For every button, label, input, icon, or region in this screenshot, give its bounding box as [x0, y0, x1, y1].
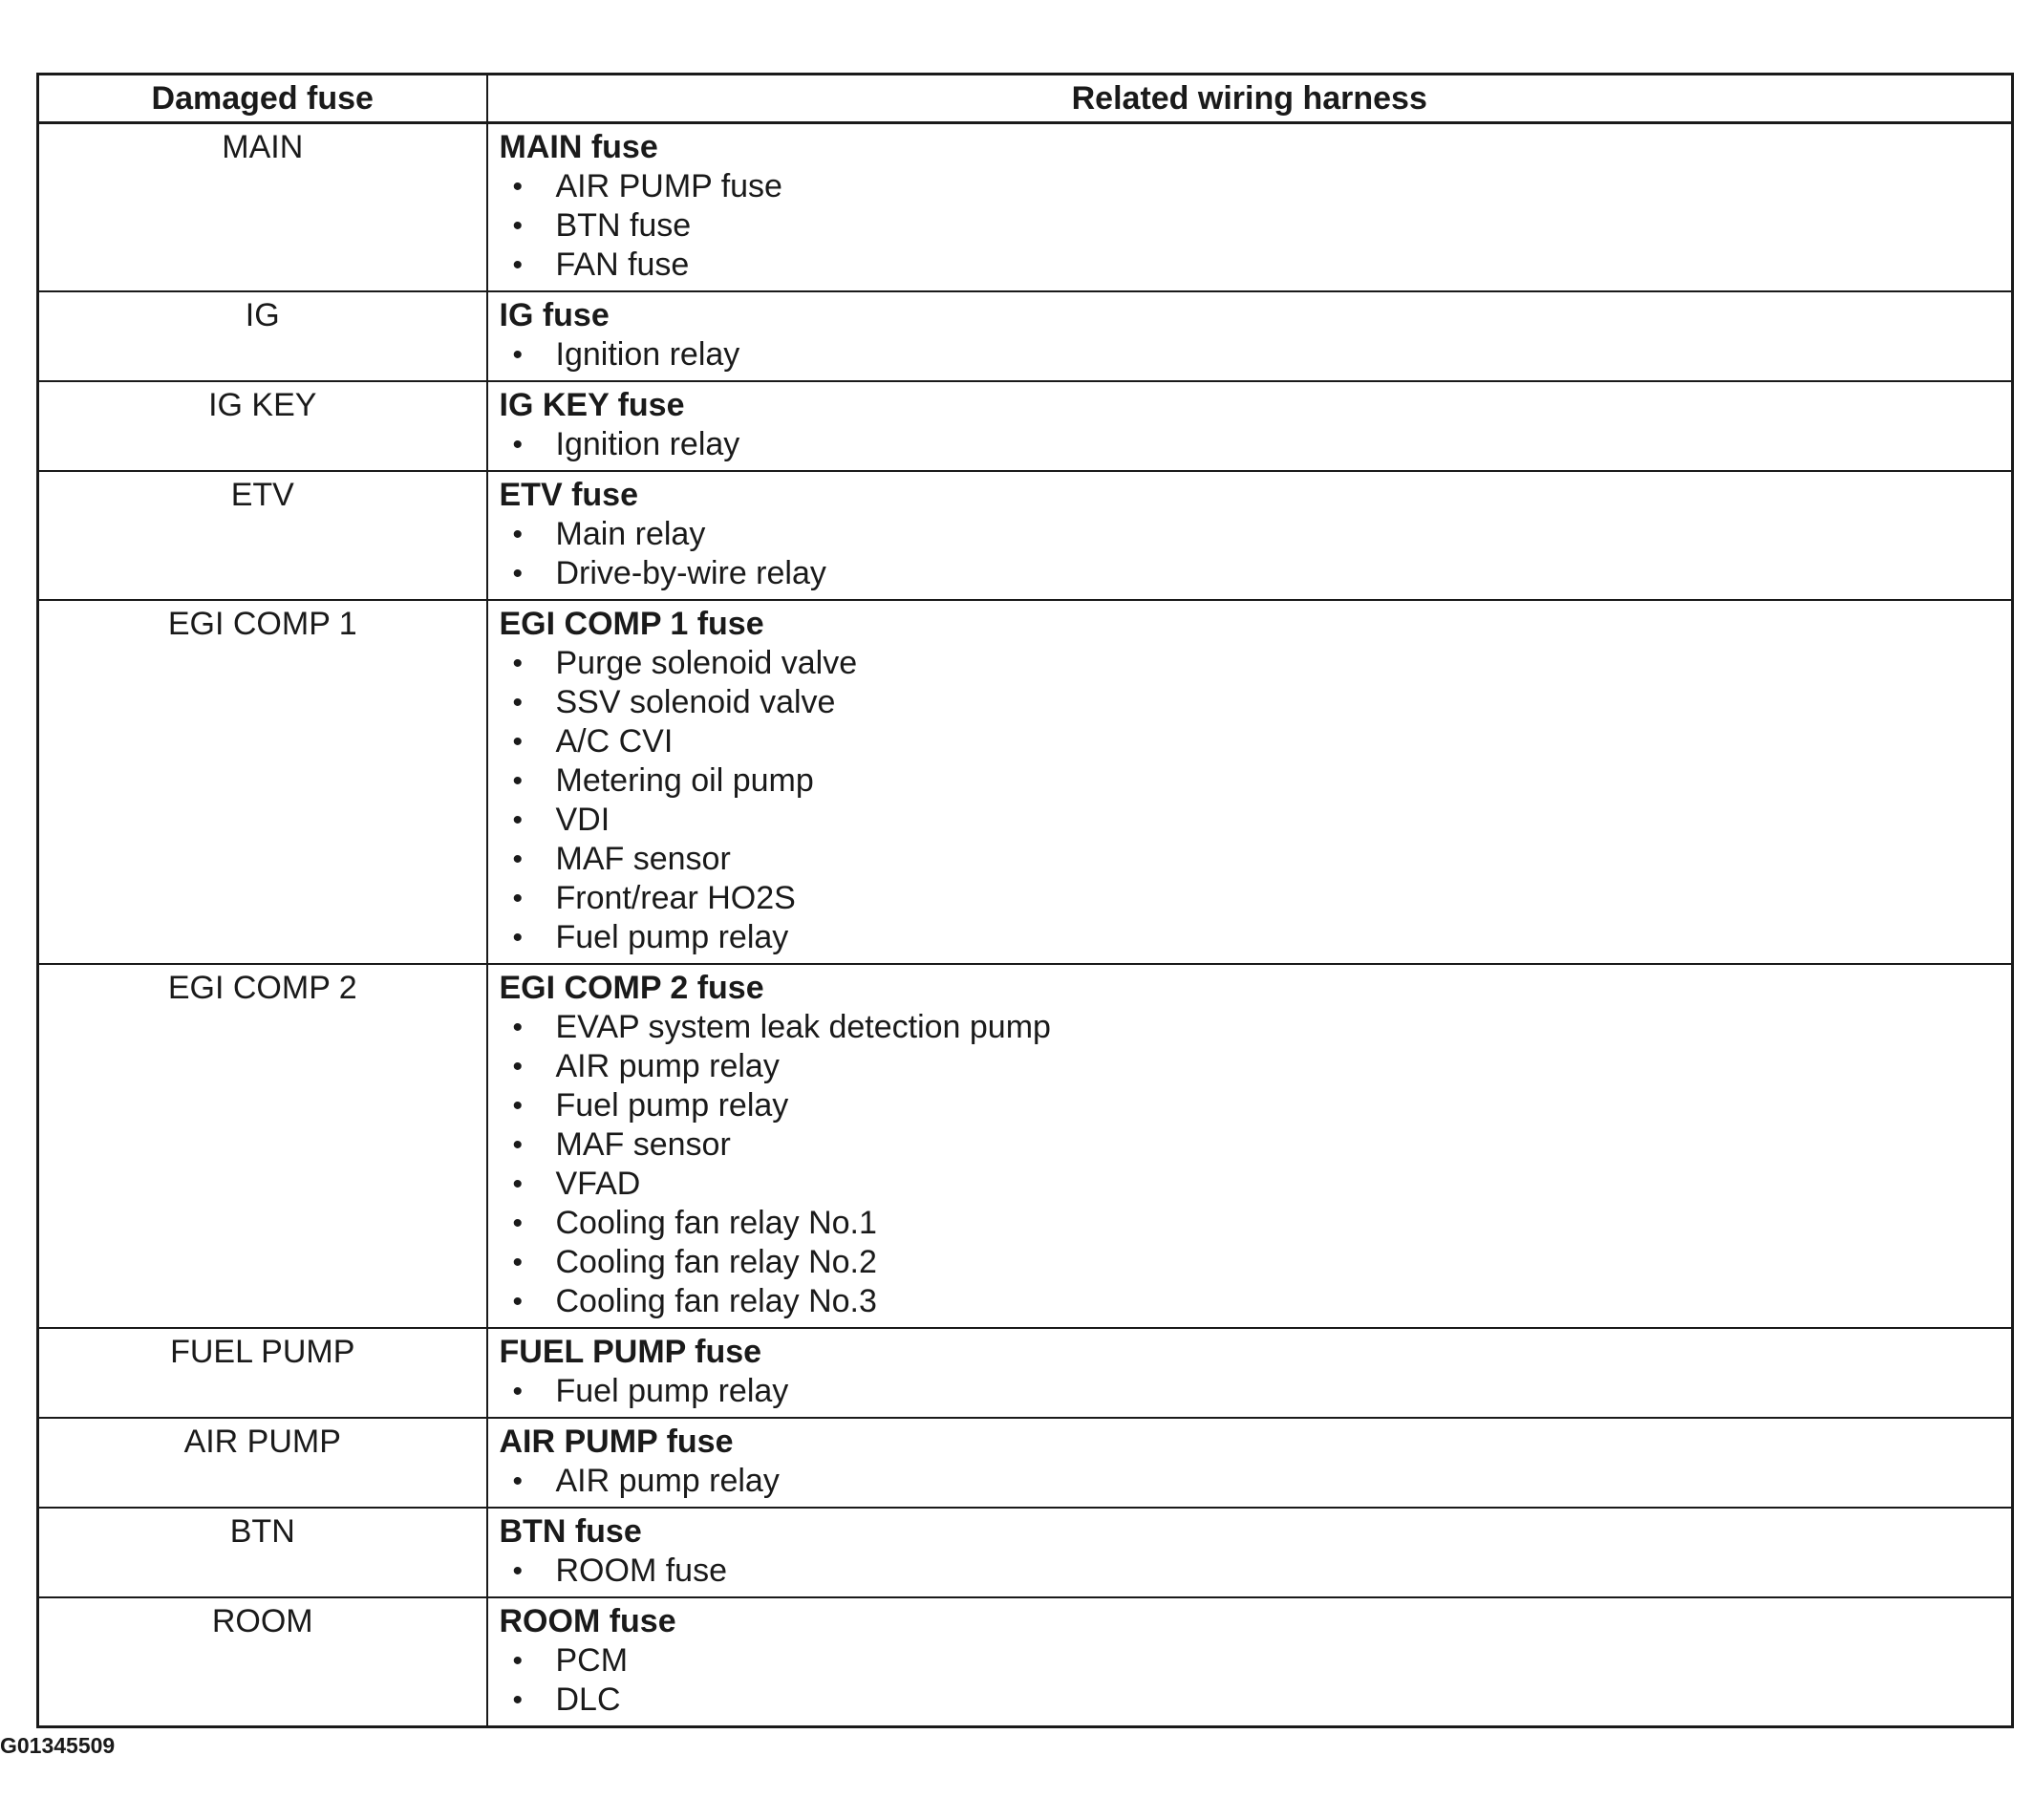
- harness-item: [500, 761, 2002, 801]
- harness-item: [500, 879, 2002, 918]
- figure-id: G01345509: [0, 1733, 116, 1758]
- harness-item-list: [500, 1008, 2002, 1321]
- harness-item-label: DLC: [555, 1681, 621, 1718]
- bullet-icon: •: [512, 844, 524, 875]
- harness-item: [500, 1462, 2002, 1501]
- bullet-icon: •: [512, 1129, 524, 1161]
- harness-item-list: [500, 335, 2002, 375]
- harness-item-list: [500, 167, 2002, 285]
- harness-item: [500, 918, 2002, 957]
- harness-item: [500, 1204, 2002, 1243]
- column-header-related-wiring-harness: Related wiring harness: [487, 75, 2013, 123]
- related-harness-cell: [487, 1328, 2013, 1418]
- harness-item-label: MAF sensor: [555, 1126, 731, 1163]
- fuse-harness-table: [36, 73, 2014, 1728]
- bullet-icon: •: [512, 210, 524, 242]
- bullet-icon: •: [512, 1684, 524, 1716]
- bullet-icon: •: [512, 883, 524, 914]
- bullet-icon: •: [512, 765, 524, 797]
- harness-item: [500, 644, 2002, 683]
- related-harness-cell: [487, 471, 2013, 600]
- table-row: [38, 381, 2013, 471]
- table-row: [38, 600, 2013, 964]
- harness-fuse-title: BTN fuse: [499, 1513, 642, 1550]
- harness-item-label: AIR pump relay: [555, 1463, 780, 1499]
- table-row: [38, 471, 2013, 600]
- harness-item: [500, 683, 2002, 722]
- bullet-icon: •: [512, 687, 524, 718]
- table-body: [38, 123, 2013, 1727]
- harness-item-label: Fuel pump relay: [555, 919, 789, 955]
- bullet-icon: •: [512, 726, 524, 758]
- harness-item-label: Ignition relay: [555, 426, 740, 462]
- bullet-icon: •: [512, 1051, 524, 1082]
- harness-item: [500, 1243, 2002, 1282]
- harness-item-label: Drive-by-wire relay: [555, 555, 826, 591]
- harness-item-label: Cooling fan relay No.3: [555, 1283, 877, 1319]
- bullet-icon: •: [512, 1466, 524, 1497]
- harness-item-label: Ignition relay: [555, 336, 740, 373]
- damaged-fuse-cell: IG: [38, 291, 487, 381]
- harness-fuse-title: ETV fuse: [499, 477, 638, 513]
- harness-item-label: VDI: [555, 802, 610, 838]
- bullet-icon: •: [512, 339, 524, 371]
- harness-item: [500, 515, 2002, 554]
- table-row: [38, 1597, 2013, 1727]
- harness-fuse-title: FUEL PUMP fuse: [499, 1334, 762, 1370]
- harness-item: [500, 167, 2002, 206]
- harness-item: [500, 1008, 2002, 1047]
- bullet-icon: •: [512, 1208, 524, 1239]
- table-row: [38, 1418, 2013, 1508]
- damaged-fuse-cell: MAIN: [38, 123, 487, 292]
- harness-item: [500, 425, 2002, 464]
- harness-item-list: [500, 1641, 2002, 1720]
- harness-item-list: [500, 644, 2002, 957]
- bullet-icon: •: [512, 1645, 524, 1677]
- harness-item-label: EVAP system leak detection pump: [555, 1009, 1051, 1045]
- damaged-fuse-cell: BTN: [38, 1508, 487, 1597]
- column-header-damaged-fuse: Damaged fuse: [38, 75, 487, 123]
- damaged-fuse-cell: ETV: [38, 471, 487, 600]
- related-harness-cell: [487, 1508, 2013, 1597]
- harness-item-label: Front/rear HO2S: [555, 880, 796, 916]
- harness-item-label: Metering oil pump: [555, 762, 814, 799]
- bullet-icon: •: [512, 249, 524, 281]
- harness-item: [500, 722, 2002, 761]
- bullet-icon: •: [512, 558, 524, 589]
- related-harness-cell: [487, 600, 2013, 964]
- harness-fuse-title: IG fuse: [499, 297, 610, 333]
- harness-fuse-title: IG KEY fuse: [499, 387, 685, 423]
- harness-item-label: Main relay: [555, 516, 706, 552]
- bullet-icon: •: [512, 648, 524, 679]
- harness-item-label: Fuel pump relay: [555, 1087, 789, 1124]
- damaged-fuse-cell: ROOM: [38, 1597, 487, 1727]
- bullet-icon: •: [512, 1286, 524, 1317]
- harness-item-label: SSV solenoid valve: [555, 684, 836, 720]
- harness-item: [500, 1552, 2002, 1591]
- bullet-icon: •: [512, 1555, 524, 1587]
- table-header-row: [38, 75, 2013, 123]
- harness-item-list: [500, 515, 2002, 593]
- harness-fuse-title: ROOM fuse: [499, 1603, 676, 1639]
- harness-item-label: Fuel pump relay: [555, 1373, 789, 1409]
- table-row: [38, 1328, 2013, 1418]
- harness-item-label: BTN fuse: [555, 207, 692, 244]
- table-row: [38, 123, 2013, 292]
- bullet-icon: •: [512, 519, 524, 550]
- table-row: [38, 1508, 2013, 1597]
- harness-item: [500, 801, 2002, 840]
- harness-item-label: MAF sensor: [555, 841, 731, 877]
- harness-item: [500, 246, 2002, 285]
- harness-fuse-title: EGI COMP 1 fuse: [499, 606, 764, 642]
- harness-item-label: AIR pump relay: [555, 1048, 780, 1084]
- harness-item-list: [500, 1552, 2002, 1591]
- damaged-fuse-cell: IG KEY: [38, 381, 487, 471]
- related-harness-cell: [487, 291, 2013, 381]
- harness-fuse-title: MAIN fuse: [499, 129, 658, 165]
- harness-item-label: FAN fuse: [555, 246, 690, 283]
- harness-item-label: Cooling fan relay No.1: [555, 1205, 877, 1241]
- bullet-icon: •: [512, 1376, 524, 1407]
- harness-fuse-title: AIR PUMP fuse: [499, 1424, 734, 1460]
- harness-fuse-title: EGI COMP 2 fuse: [499, 970, 764, 1006]
- bullet-icon: •: [512, 171, 524, 203]
- damaged-fuse-cell: EGI COMP 2: [38, 964, 487, 1328]
- harness-item: [500, 206, 2002, 246]
- related-harness-cell: [487, 964, 2013, 1328]
- related-harness-cell: [487, 123, 2013, 292]
- harness-item-label: AIR PUMP fuse: [555, 168, 782, 204]
- harness-item-label: Purge solenoid valve: [555, 645, 858, 681]
- table-row: [38, 291, 2013, 381]
- harness-item-label: Cooling fan relay No.2: [555, 1244, 877, 1280]
- harness-item: [500, 1641, 2002, 1681]
- related-harness-cell: [487, 1597, 2013, 1727]
- harness-item-label: A/C CVI: [555, 723, 674, 760]
- bullet-icon: •: [512, 429, 524, 460]
- harness-item-label: VFAD: [555, 1166, 641, 1202]
- related-harness-cell: [487, 1418, 2013, 1508]
- bullet-icon: •: [512, 1090, 524, 1122]
- related-harness-cell: [487, 381, 2013, 471]
- harness-item: [500, 1282, 2002, 1321]
- harness-item: [500, 1125, 2002, 1165]
- harness-item: [500, 1047, 2002, 1086]
- harness-item: [500, 554, 2002, 593]
- harness-item: [500, 1165, 2002, 1204]
- damaged-fuse-cell: FUEL PUMP: [38, 1328, 487, 1418]
- table-row: [38, 964, 2013, 1328]
- damaged-fuse-cell: EGI COMP 1: [38, 600, 487, 964]
- harness-item: [500, 1086, 2002, 1125]
- bullet-icon: •: [512, 804, 524, 836]
- harness-item: [500, 1681, 2002, 1720]
- harness-item: [500, 335, 2002, 375]
- harness-item: [500, 1372, 2002, 1411]
- harness-item-label: ROOM fuse: [555, 1552, 727, 1589]
- bullet-icon: •: [512, 922, 524, 953]
- harness-item: [500, 840, 2002, 879]
- bullet-icon: •: [512, 1247, 524, 1278]
- harness-item-label: PCM: [555, 1642, 629, 1679]
- harness-item-list: [500, 1372, 2002, 1411]
- harness-item-list: [500, 1462, 2002, 1501]
- bullet-icon: •: [512, 1168, 524, 1200]
- damaged-fuse-cell: AIR PUMP: [38, 1418, 487, 1508]
- bullet-icon: •: [512, 1012, 524, 1043]
- harness-item-list: [500, 425, 2002, 464]
